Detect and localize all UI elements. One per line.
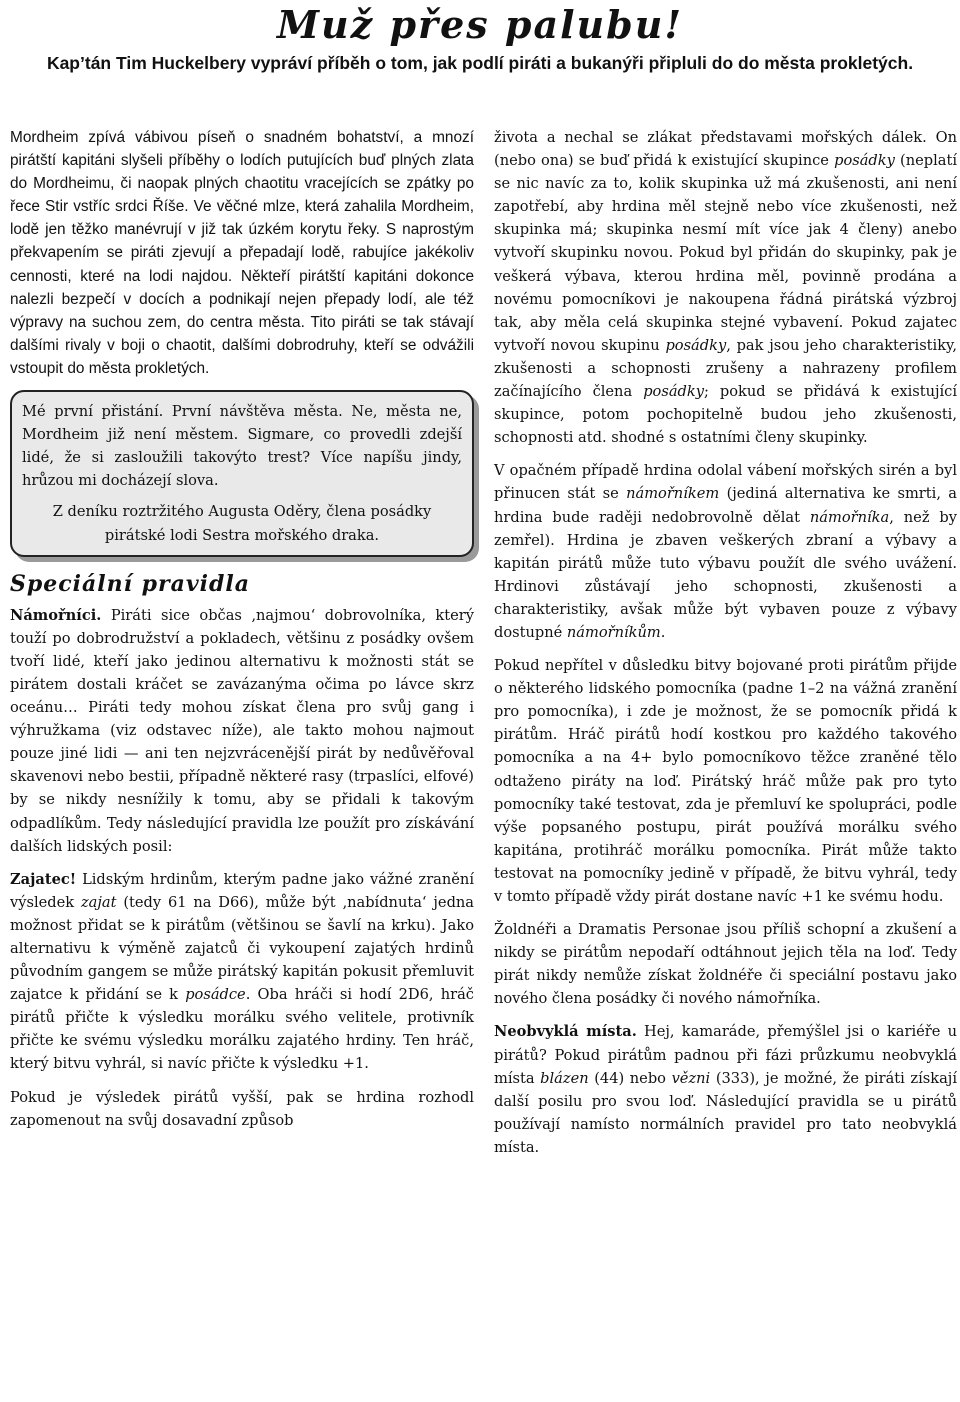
mercenary-paragraph: Žoldnéři a Dramatis Personae jsou příliš schopní a zkušení a nikdy se pirátům nepodaří odtáhnout jejich těla na loď. Tedy pirát nikdy nemůže získat žoldnéře či speciální postavu jako nového člena posádky či nového námořníka. bbox=[494, 921, 957, 1008]
sailors-text: Piráti sice občas ‚najmou‘ dobrovolníka, který touží po dobrodružství a pokladech, většinu z posádky ovšem tvoří lidé, kteří jako jedinou alternativu k možnosti stát se pirátem dostali kráčet se zavázanýma očima po lávce skrz oceánu… Piráti tedy mohou získat člena pro svůj gang i výhružkama (viz odstavec níže), ale takto mohou najmout pouze jiné lidi — ani ten nejzvrácenější pirát by nedůvěřoval skavenovi nebo bestii, případně některé rasy (trpaslíci, elfové) by se nikdy nesnížily k tomu, aby se přidali k takovým odpadlíkům. Tedy následující pravidla lze použít pro získávání dalších lidských posil: bbox=[10, 606, 474, 855]
captive-text-1: Lidským hrdinům, kterým padne jako vážné zranění výsledek bbox=[10, 870, 474, 911]
diary-quote-box bbox=[10, 390, 474, 557]
section-title-special-rules: Speciální pravidla bbox=[10, 570, 251, 597]
page-subtitle: Kap’tán Tim Huckelbery vypráví příběh o tom, jak podlí piráti a bukanýři připluli do do města prokletých. bbox=[46, 53, 914, 73]
right-column bbox=[494, 126, 957, 1169]
unusual-places-paragraph bbox=[494, 1020, 957, 1159]
sailor-text-a: V opačném případě hrdina odolal vábení mořských sirén a byl přinucen stát se bbox=[494, 462, 957, 503]
quote-signature: Z deníku roztržitého Augusta Oděry, člena posádky pirátské lodi Sestra mořského draka. bbox=[52, 503, 432, 544]
sailor-text-d: . bbox=[660, 623, 666, 641]
captive-text-3: . Oba hráči si hodí 2D6, hráč pirátů přičte k výsledku morálku svého velitele, protivník přičte ke svému výsledku morálku zajatého hrdiny. Ten hráč, který bitvu vyhrál, si navíc přičte k výsledku +1. bbox=[10, 986, 474, 1073]
sailor-emphasis-1: námořníkem bbox=[626, 485, 720, 503]
intro-text-b: Ve věčné mlze, která zahalila Mordheim, lodě jen těžko manévrují v již tak úzkém korytu řeky. S naprostým překvapením se piráti zjevují a přepadají lodě, rabujíce jakékoliv cennosti, které na lodi najdou. Někteří pirátští kapitáni dokonce nalezli bezpečí v docích a podnikají nejen přepady lodí, ale též výpravy na suchou zem, do centra města. Tito piráti se tak stávají dalšími rivaly v boji o chaotit, dalšími dobrodruhy, kteří se odvážili vstoupit do města prokletých. bbox=[10, 198, 474, 377]
result-paragraph: Pokud je výsledek pirátů vyšší, pak se hrdina rozhodl zapomenout na svůj dosavadní způsob bbox=[10, 1088, 474, 1129]
intro-text-a: Mordheim zpívá vábivou píseň o snadném bohatství, a mnozí pirátští kapitáni slyšeli příběhy o lodích putujících buď plných zlata do Mordheimu, či naopak plných chaotitu vracejících se zpátky po řece Stir vstříc srdci Říše. bbox=[10, 129, 474, 216]
intro-paragraph bbox=[10, 126, 474, 380]
unusual-text-a: Hej, kamaráde, přemýšlel jsi o kariéře u pirátů? Pokud pirátům padnou při fázi průzkumu neobvyklá místa bbox=[494, 1023, 957, 1087]
sailors-paragraph bbox=[10, 604, 474, 858]
unusual-text-c: (333), je možné, že piráti získají další posilu pro svou loď. Následující pravidla se u pirátů používají namísto normálních pravidel pro tato neobvyklá místa. bbox=[494, 1069, 957, 1156]
henchman-paragraph: Pokud nepřítel v důsledku bitvy bojované proti pirátům přijde o některého lidského pomocníka (padne 1–2 na vážná zranění pro pomocníka), i zde je možnost, že se pomocník přidá k pirátům. Hráč pirátů hodí kostkou pro každého takového pomocníka a na 4+ bylo pomocníkovo těžce zraněné tělo odtaženo piráty na loď. Pirátský hráč může pak pro tyto pomocníky také testovat, zda je přemluví ke spolupráci, podle výše popsaného postupu, pirát používá morálku svého kapitána, protihráč morálku pomocníka. Pirát může takto testovat na pomocníky jedině v případě, že bitvu vyhrál, tedy v tomto případě vždy pirát dostane navíc +1 ke svému hodu. bbox=[494, 657, 957, 905]
sailor-emphasis-3: námořníkům bbox=[566, 623, 661, 641]
unusual-emphasis-1: blázen bbox=[540, 1069, 589, 1087]
recruit-paragraph bbox=[494, 126, 957, 449]
sailor-paragraph bbox=[494, 459, 957, 644]
recruit-text-b: (neplatí se nic navíc za to, kolik skupinka už má zkušenosti, ani není zapotřebí, aby hrdina měl stejně nebo více zkušenosti, než skupinka má; skupinka nesmí mít více jak 4 členy) anebo vytvoří skupinku novou. Pokud byl přidán do skupinky, pak je veškerá výbava, kterou hrdina měl, povinně prodána a novému pomocníkovi je nakoupena řádná pirátská výzbroj tak, aby měla celá skupinka stejné vybavení. Pokud zajatec vytvoří novou skupinu bbox=[494, 152, 958, 354]
unusual-text-b: (44) nebo bbox=[594, 1069, 666, 1087]
sailor-text-c: , než by zemřel). Hrdina je zbaven veškerých zbraní a výbavy a kapitán pirátů může tuto výbavu použít dle svého uvážení. Hrdinovi zůstávají jeho schopnosti, zkušenosti a charakteristiky, avšak může být vybaven pouze z výbavy dostupné bbox=[494, 508, 958, 641]
captive-emphasis-1: zajat bbox=[80, 893, 117, 911]
captive-text-2: (tedy 61 na D66), může být ‚nabídnuta‘ jedna možnost přidat se k pirátům (většinou se šavlí na krku). Jako alternativu k výměně zajatců či vykoupení zajatých hrdinů původním gangem se může pirátský kapitán pokusit přemluvit zajatce k přidání se k bbox=[10, 893, 475, 1004]
recruit-emphasis-2: posádky bbox=[665, 336, 727, 354]
recruit-text-a: života a nechal se zlákat představami mořských dálek. On (nebo ona) se buď přidá k existující skupince bbox=[494, 129, 957, 170]
unusual-emphasis-2: vězni bbox=[671, 1069, 711, 1087]
recruit-emphasis-3: posádky bbox=[643, 383, 704, 401]
quote-text: Mé první přistání. První návštěva města. Ne, města ne, Mordheim již není městem. Sigmare, co provedli zdejší lidé, že si zasloužili takovýto trest? Více napíšu jindy, hrůzou mi docházejí slova. bbox=[22, 403, 462, 490]
captive-title: Zajatec! bbox=[10, 870, 77, 888]
captive-emphasis-2: posádce bbox=[185, 986, 246, 1004]
sailors-title: Námořníci. bbox=[10, 606, 102, 624]
recruit-text-d: ; pokud se přidává k existující skupince, potom pochopitelně budou jeho zkušenosti, schopnosti atd. shodné s ostatními členy skupinky. bbox=[494, 383, 958, 447]
sailor-emphasis-2: námořníka bbox=[809, 508, 890, 526]
sailor-text-b: (jediná alternativa ke smrti, a hrdina bude raději nedobrovolně dělat bbox=[494, 485, 958, 526]
recruit-emphasis-1: posádky bbox=[834, 152, 895, 170]
page-title: Muž přes palubu! bbox=[276, 2, 684, 47]
left-column bbox=[10, 126, 474, 1142]
unusual-places-title: Neobvyklá místa. bbox=[494, 1023, 637, 1041]
recruit-text-c: , pak jsou jeho charakteristiky, zkušenosti a schopnosti zrušeny a nahrazeny profilem začínajícího člena bbox=[494, 336, 957, 401]
captive-paragraph bbox=[10, 868, 474, 1076]
